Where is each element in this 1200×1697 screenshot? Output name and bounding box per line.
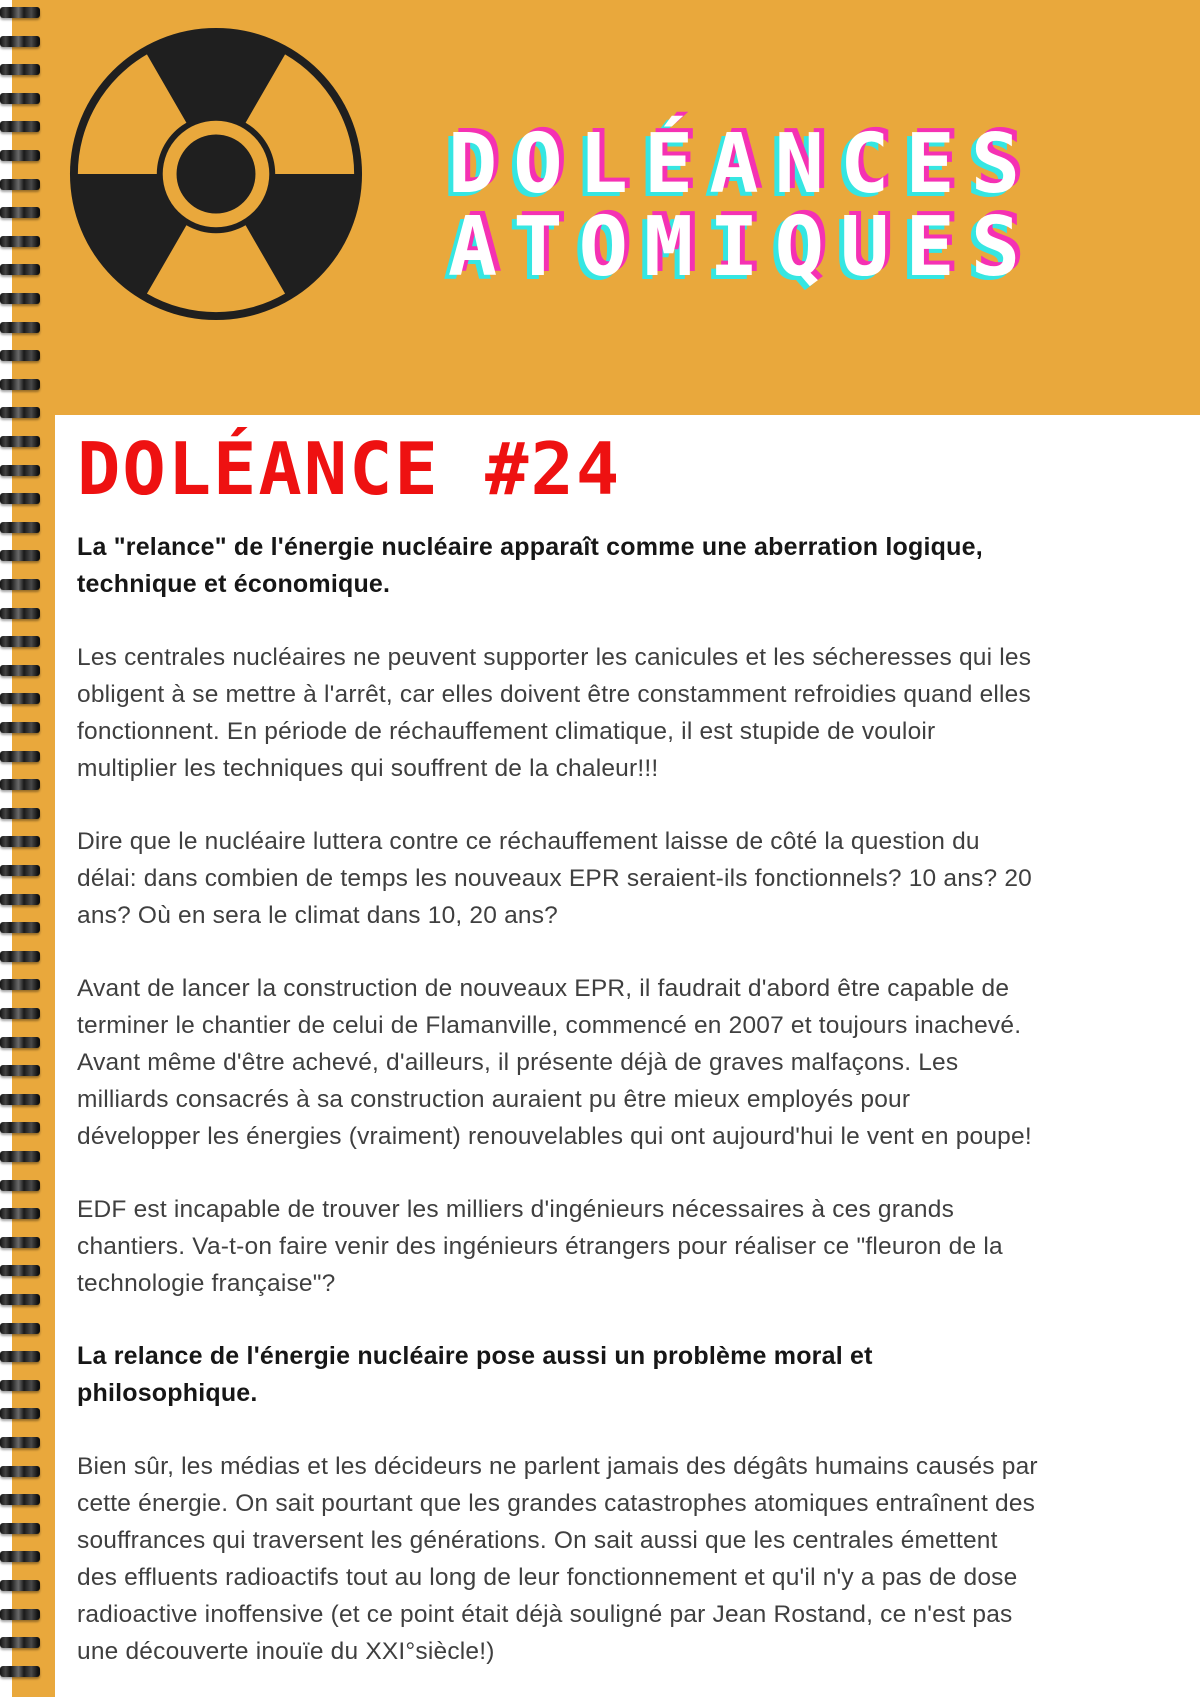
spiral-coil	[0, 1523, 40, 1534]
spiral-coil	[0, 179, 40, 190]
spiral-coil	[0, 407, 40, 418]
spiral-coil	[0, 322, 40, 333]
spiral-coil	[0, 1580, 40, 1591]
spiral-coil	[0, 1666, 40, 1677]
spiral-coil	[0, 751, 40, 762]
spiral-coil	[0, 1494, 40, 1505]
article	[0, 415, 1200, 1670]
spiral-coil	[0, 608, 40, 619]
spiral-coil	[0, 236, 40, 247]
spiral-coil	[0, 693, 40, 704]
spiral-coil	[0, 1609, 40, 1620]
spiral-coil	[0, 493, 40, 504]
newsletter-title-line1: DOLÉANCES	[447, 117, 1037, 212]
spiral-coil	[0, 7, 40, 18]
spiral-coil	[0, 550, 40, 561]
spiral-coil	[0, 465, 40, 476]
spiral-coil	[0, 1151, 40, 1162]
spiral-coil	[0, 264, 40, 275]
spiral-coil	[0, 1351, 40, 1362]
spiral-coil	[0, 865, 40, 876]
spiral-coil	[0, 779, 40, 790]
spiral-coil	[0, 150, 40, 161]
spiral-coil	[0, 1466, 40, 1477]
paragraph: Bien sûr, les médias et les décideurs ne parlent jamais des dégâts humains causés par cette énergie. On sait pourtant que les grandes catastrophes atomiques entraînent des souffrances qui traversent les générations. On sait aussi que les centrales émettent des effluents radioactifs tout au long de leur fonctionnement et qu'il n'y a pas de dose radioactive inoffensive (et ce point était déjà souligné par Jean Rostand, ce n'est pas une découverte inouïe du XXI°siècle!)	[77, 1453, 1038, 1665]
paragraph: La "relance" de l'énergie nucléaire apparaît comme une aberration logique, technique et économique.	[77, 533, 983, 598]
spiral-coil	[0, 1408, 40, 1419]
spiral-coil	[0, 1380, 40, 1391]
spiral-coil	[0, 350, 40, 361]
spiral-coil	[0, 922, 40, 933]
spiral-coil	[0, 379, 40, 390]
spiral-coil	[0, 808, 40, 819]
spiral-coil	[0, 1094, 40, 1105]
paragraph: Les centrales nucléaires ne peuvent supporter les canicules et les sécheresses qui les obligent à se mettre à l'arrêt, car elles doivent être constamment refroidies quand elles fonctionnent. En période de réchauffement climatique, il est stupide de vouloir multiplier les techniques qui souffrent de la chaleur!!!	[77, 644, 1032, 782]
spiral-coil	[0, 979, 40, 990]
spiral-coil	[0, 1551, 40, 1562]
spiral-coil	[0, 522, 40, 533]
spiral-coil	[0, 894, 40, 905]
spiral-coil	[0, 1180, 40, 1191]
spiral-coil	[0, 665, 40, 676]
newsletter-title	[430, 116, 1054, 295]
spiral-coil	[0, 1637, 40, 1648]
spiral-coil	[0, 93, 40, 104]
spiral-coil	[0, 36, 40, 47]
paragraph: Avant de lancer la construction de nouveaux EPR, il faudrait d'abord être capable de terminer le chantier de celui de Flamanville, commencé en 2007 et toujours inachevé. Avant même d'être achevé, d'ailleurs, il présente déjà de graves malfaçons. Les milliards consacrés à sa construction auraient pu être mieux employés pour développer les énergies (vraiment) renouvelables qui ont aujourd'hui le vent en poupe!	[77, 975, 1032, 1150]
paragraph: La relance de l'énergie nucléaire pose aussi un problème moral et philosophique.	[77, 1342, 873, 1407]
spiral-coil	[0, 836, 40, 847]
spiral-coil	[0, 1122, 40, 1133]
spiral-coil	[0, 951, 40, 962]
spiral-coil	[0, 1437, 40, 1448]
article-body	[77, 529, 1040, 1670]
article-heading: DOLÉANCE #24	[77, 427, 622, 511]
spiral-coil	[0, 1037, 40, 1048]
spiral-coil	[0, 1065, 40, 1076]
radiation-trefoil-icon	[68, 26, 364, 322]
spiral-coil	[0, 1294, 40, 1305]
spiral-coil	[0, 1208, 40, 1219]
spiral-coil	[0, 121, 40, 132]
paragraph: Dire que le nucléaire luttera contre ce réchauffement laisse de côté la question du délai: dans combien de temps les nouveaux EPR seraient-ils fonctionnels? 10 ans? 20 ans? Où en sera le climat dans 10, 20 ans?	[77, 828, 1032, 929]
spiral-coil	[0, 1265, 40, 1276]
spiral-coil	[0, 64, 40, 75]
spiral-coil	[0, 579, 40, 590]
spiral-coil	[0, 636, 40, 647]
spiral-coil	[0, 722, 40, 733]
spiral-coil	[0, 1237, 40, 1248]
spiral-coil	[0, 207, 40, 218]
spiral-coil	[0, 293, 40, 304]
paragraph: EDF est incapable de trouver les milliers d'ingénieurs nécessaires à ces grands chantiers. Va-t-on faire venir des ingénieurs étrangers pour réaliser ce "fleuron de la technologie française"?	[77, 1196, 1003, 1297]
newsletter-title-line2: ATOMIQUES	[447, 200, 1037, 295]
spiral-coil	[0, 436, 40, 447]
spiral-coil	[0, 1323, 40, 1334]
spiral-coil	[0, 1008, 40, 1019]
spiral-binding	[0, 0, 42, 1697]
